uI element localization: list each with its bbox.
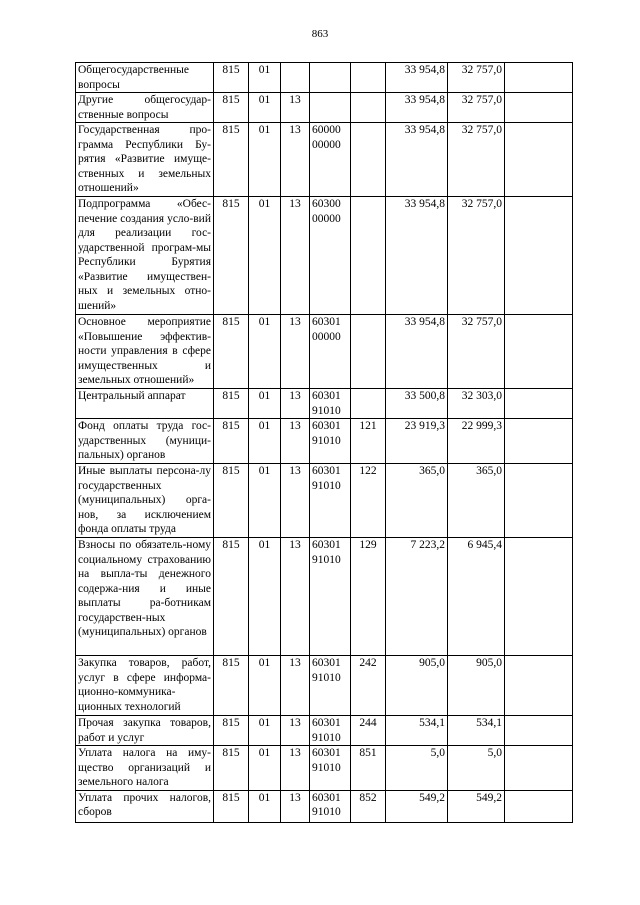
expense-type: 242: [351, 656, 386, 716]
expense-type: [351, 123, 386, 197]
subsection-code: 13: [281, 790, 310, 822]
extra-column: [505, 656, 573, 716]
section-code: 01: [249, 538, 281, 656]
ministry-code: 815: [214, 656, 249, 716]
row-name: Другие общегосудар-ственные вопросы: [76, 93, 214, 123]
subsection-code: 13: [281, 197, 310, 315]
amount-year-1: 905,0: [386, 656, 448, 716]
target-code: 60301 91010: [310, 746, 351, 791]
row-name: Закупка товаров, работ, услуг в сфере информа-ционно-коммуника-ционных технологий: [76, 656, 214, 716]
ministry-code: 815: [214, 315, 249, 389]
extra-column: [505, 790, 573, 822]
section-code: 01: [249, 123, 281, 197]
target-code: 60301 91010: [310, 656, 351, 716]
ministry-code: 815: [214, 538, 249, 656]
section-code: 01: [249, 93, 281, 123]
ministry-code: 815: [214, 93, 249, 123]
row-name: Общегосударственные вопросы: [76, 63, 214, 93]
amount-year-1: 365,0: [386, 464, 448, 538]
target-code: [310, 93, 351, 123]
extra-column: [505, 419, 573, 464]
table-row: [76, 315, 573, 389]
row-name: Подпрограмма «Обес-печение создания усло-вий для реализации гос-ударственной програм-мы Республики Бурятия «Развитие имуществен-ных и земельных отно-шений»: [76, 197, 214, 315]
table-row: [76, 464, 573, 538]
amount-year-2: 32 303,0: [448, 389, 505, 419]
table-row: [76, 123, 573, 197]
target-code: 60000 00000: [310, 123, 351, 197]
amount-year-1: 33 954,8: [386, 197, 448, 315]
budget-table: [75, 62, 573, 823]
ministry-code: 815: [214, 419, 249, 464]
target-code: 60301 91010: [310, 419, 351, 464]
ministry-code: 815: [214, 716, 249, 746]
amount-year-1: 33 954,8: [386, 63, 448, 93]
expense-type: 244: [351, 716, 386, 746]
amount-year-2: 32 757,0: [448, 123, 505, 197]
amount-year-1: 33 954,8: [386, 93, 448, 123]
row-name: Центральный аппарат: [76, 389, 214, 419]
table-row: [76, 197, 573, 315]
target-code: 60301 00000: [310, 315, 351, 389]
expense-type: [351, 197, 386, 315]
extra-column: [505, 716, 573, 746]
target-code: 60301 91010: [310, 538, 351, 656]
amount-year-1: 7 223,2: [386, 538, 448, 656]
table-row: [76, 419, 573, 464]
expense-type: 121: [351, 419, 386, 464]
ministry-code: 815: [214, 123, 249, 197]
subsection-code: 13: [281, 716, 310, 746]
amount-year-2: 365,0: [448, 464, 505, 538]
amount-year-1: 534,1: [386, 716, 448, 746]
table-row: [76, 716, 573, 746]
amount-year-1: 549,2: [386, 790, 448, 822]
amount-year-2: 534,1: [448, 716, 505, 746]
target-code: 60301 91010: [310, 464, 351, 538]
amount-year-2: 32 757,0: [448, 63, 505, 93]
expense-type: [351, 389, 386, 419]
section-code: 01: [249, 315, 281, 389]
ministry-code: 815: [214, 389, 249, 419]
amount-year-2: 22 999,3: [448, 419, 505, 464]
expense-type: 122: [351, 464, 386, 538]
row-name: Взносы по обязатель-ному социальному страхованию на выпла-ты денежного содержа-ния и иные выплаты ра-ботникам государствен-ных (муниципальных) органов: [76, 538, 214, 656]
extra-column: [505, 389, 573, 419]
amount-year-2: 32 757,0: [448, 93, 505, 123]
extra-column: [505, 746, 573, 791]
amount-year-2: 905,0: [448, 656, 505, 716]
target-code: 60301 91010: [310, 716, 351, 746]
amount-year-2: 6 945,4: [448, 538, 505, 656]
amount-year-1: 5,0: [386, 746, 448, 791]
section-code: 01: [249, 389, 281, 419]
target-code: 60301 91010: [310, 389, 351, 419]
amount-year-2: 32 757,0: [448, 315, 505, 389]
amount-year-2: 32 757,0: [448, 197, 505, 315]
amount-year-2: 549,2: [448, 790, 505, 822]
subsection-code: 13: [281, 464, 310, 538]
ministry-code: 815: [214, 464, 249, 538]
expense-type: [351, 315, 386, 389]
subsection-code: 13: [281, 538, 310, 656]
expense-type: 129: [351, 538, 386, 656]
subsection-code: 13: [281, 656, 310, 716]
ministry-code: 815: [214, 197, 249, 315]
target-code: [310, 63, 351, 93]
table-row: [76, 746, 573, 791]
extra-column: [505, 538, 573, 656]
subsection-code: 13: [281, 389, 310, 419]
row-name: Уплата налога на иму-щество организаций и земельного налога: [76, 746, 214, 791]
ministry-code: 815: [214, 63, 249, 93]
subsection-code: 13: [281, 93, 310, 123]
amount-year-2: 5,0: [448, 746, 505, 791]
target-code: 60301 91010: [310, 790, 351, 822]
subsection-code: 13: [281, 123, 310, 197]
section-code: 01: [249, 746, 281, 791]
extra-column: [505, 123, 573, 197]
table-row: [76, 389, 573, 419]
target-code: 60300 00000: [310, 197, 351, 315]
row-name: Прочая закупка товаров, работ и услуг: [76, 716, 214, 746]
extra-column: [505, 197, 573, 315]
row-name: Основное мероприятие «Повышение эффектив-ности управления в сфере имущественных и земельных отношений»: [76, 315, 214, 389]
table-row: [76, 93, 573, 123]
subsection-code: 13: [281, 746, 310, 791]
subsection-code: 13: [281, 315, 310, 389]
amount-year-1: 33 500,8: [386, 389, 448, 419]
section-code: 01: [249, 197, 281, 315]
subsection-code: 13: [281, 419, 310, 464]
page-number: 863: [311, 28, 329, 40]
section-code: 01: [249, 656, 281, 716]
section-code: 01: [249, 716, 281, 746]
extra-column: [505, 93, 573, 123]
extra-column: [505, 63, 573, 93]
expense-type: [351, 93, 386, 123]
expense-type: 852: [351, 790, 386, 822]
table-row: [76, 656, 573, 716]
ministry-code: 815: [214, 746, 249, 791]
subsection-code: [281, 63, 310, 93]
row-name: Уплата прочих налогов, сборов: [76, 790, 214, 822]
amount-year-1: 33 954,8: [386, 315, 448, 389]
table-row: [76, 538, 573, 656]
row-name: Иные выплаты персона-лу государственных (муниципальных) орга-нов, за исключением фонда оплаты труда: [76, 464, 214, 538]
extra-column: [505, 464, 573, 538]
amount-year-1: 33 954,8: [386, 123, 448, 197]
row-name: Фонд оплаты труда гос-ударственных (муници-пальных) органов: [76, 419, 214, 464]
section-code: 01: [249, 790, 281, 822]
table-row: [76, 790, 573, 822]
table-row: [76, 63, 573, 93]
extra-column: [505, 315, 573, 389]
amount-year-1: 23 919,3: [386, 419, 448, 464]
section-code: 01: [249, 63, 281, 93]
expense-type: [351, 63, 386, 93]
row-name: Государственная про-грамма Республики Бу-рятия «Развитие имуще-ственных и земельных отношений»: [76, 123, 214, 197]
section-code: 01: [249, 464, 281, 538]
expense-type: 851: [351, 746, 386, 791]
ministry-code: 815: [214, 790, 249, 822]
section-code: 01: [249, 419, 281, 464]
